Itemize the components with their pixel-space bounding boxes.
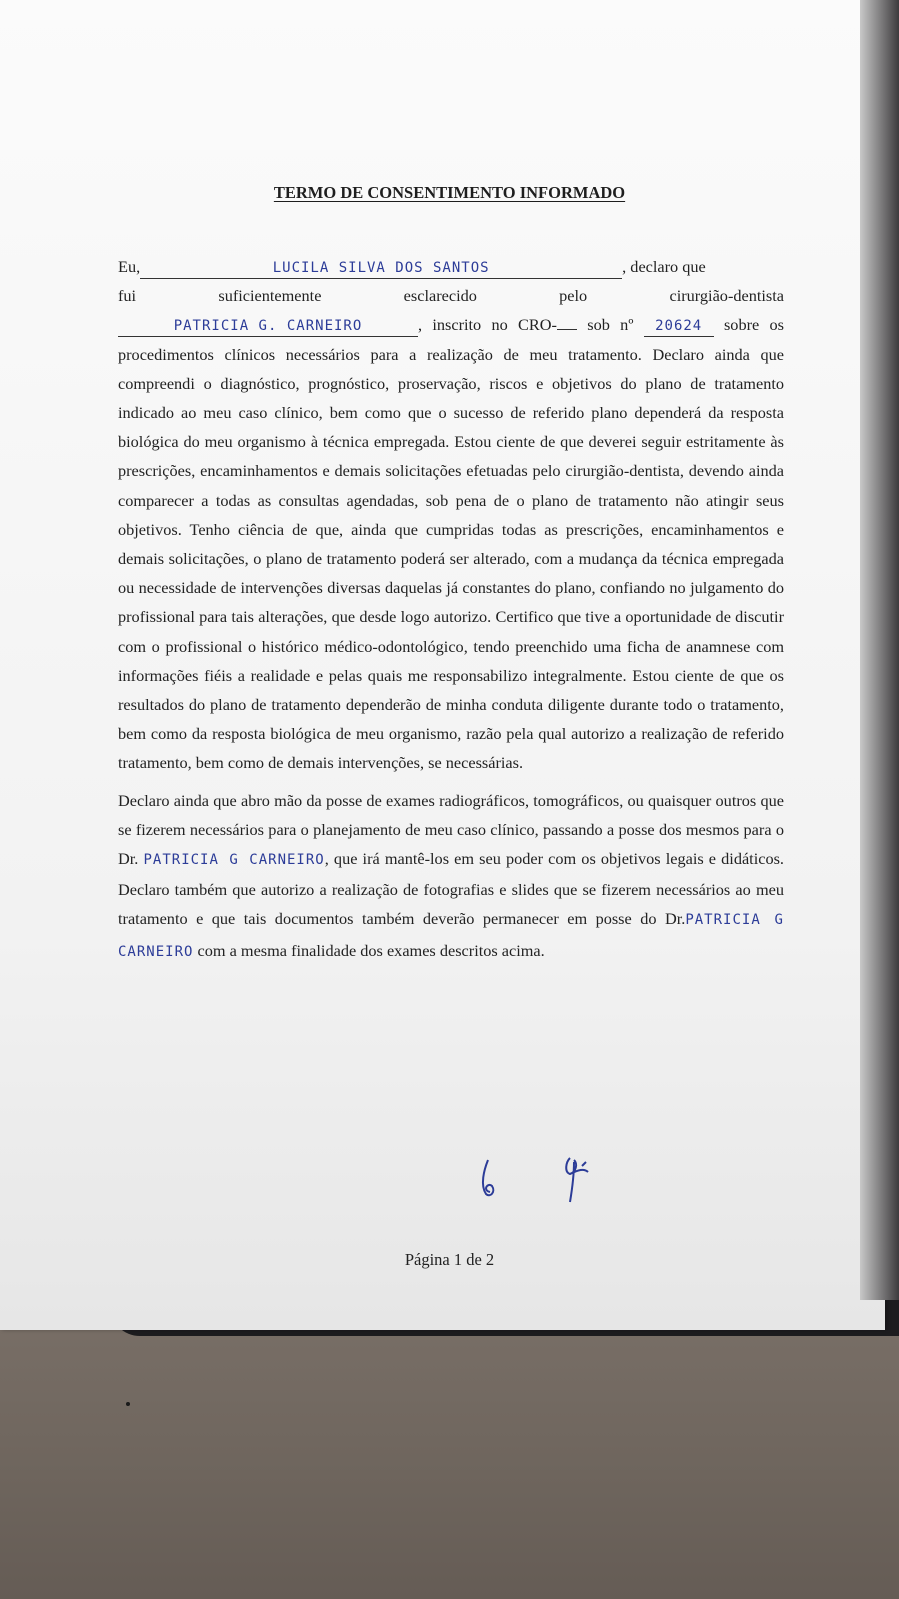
paragraph-2-part-2: que irá mantê-los em seu poder com os objetivos legais e didáticos. Declaro também que autorizo a realização de fotografias e slides que se fizerem necessários ao meu tratamento e que tais documentos também deverão permanecer em posse do Dr.: [118, 849, 785, 929]
cro-state-blank: [557, 329, 577, 330]
desk-surface: [0, 1290, 899, 1599]
signature-initials: [470, 1150, 610, 1210]
document-title: TERMO DE CONSENTIMENTO INFORMADO: [273, 183, 626, 202]
paragraph-2-part-1: Declaro ainda que abro mão da posse de exames radiográficos, tomográficos, ou quaisquer outros que se fizerem necessários para o planejamento de meu caso clínico, passando a posse dos mesmos para o Dr.: [118, 790, 784, 869]
sobre-os-text: sobre os: [723, 315, 785, 335]
dentist-name-field: [118, 315, 418, 337]
document-body: [118, 252, 784, 967]
paragraph-2-part-3: com a mesma finalidade dos exames descritos acima.: [197, 940, 545, 960]
sob-text: sob nº: [587, 315, 634, 335]
desk-speck: [126, 1402, 130, 1406]
dr-name-2-handwritten: PATRICIA G CARNEIRO: [118, 912, 784, 960]
patient-name-field: [140, 257, 622, 279]
line-2: fui suficientemente esclarecido pelo cirurgião-dentista: [118, 286, 784, 306]
paragraph-2: Declaro ainda que abro mão da posse de exames radiográficos, tomográficos, ou quaisquer outros que se fizerem necessários para o planejamento de meu caso clínico, passando a posse dos mesmos para o Dr. PATRICIA G CARNEIRO, que irá mantê-los em seu poder com os objetivos legais e didáticos. Declaro também que autorizo a realização de fotografias e slides que se fizerem necessários ao meu tratamento e que tais documentos também deverão permanecer em posse do Dr.PATRICIA G CARNEIRO com a mesma finalidade dos exames descritos acima.: [118, 790, 785, 960]
cro-number-handwritten: 20624: [655, 318, 703, 335]
patient-prefix: Eu,: [118, 257, 141, 276]
dentist-name-handwritten: PATRICIA G. CARNEIRO: [173, 318, 363, 335]
dr-name-1-handwritten: PATRICIA G CARNEIRO: [143, 852, 325, 869]
page-number: Página 1 de 2: [404, 1250, 495, 1269]
declaro-que-text: , declaro que: [622, 257, 706, 276]
patient-name-handwritten: LUCILA SILVA DOS SANTOS: [272, 260, 490, 276]
cro-text: , inscrito no CRO-: [418, 315, 557, 335]
cro-number-field: [644, 315, 714, 337]
paragraph-1: [118, 252, 784, 778]
paragraph-1-body: procedimentos clínicos necessários para a realização de meu tratamento. Declaro ainda que compreendi o diagnóstico, prognóstico, proservação, riscos e objetivos do plano de tratamento indicado ao meu caso clínico, bem como que o sucesso de referido plano dependerá da resposta biológica do meu organismo à técnica empregada. Estou ciente de que deverei seguir estritamente às prescrições, encaminhamentos e demais solicitações efetuadas pelo cirurgião-dentista, devendo ainda comparecer a todas as consultas agendadas, sob pena de o plano de tratamento não atingir seus objetivos. Tenho ciência de que, ainda que cumpridas todas as prescrições, encaminhamentos e demais solicitações, o plano de tratamento poderá ser alterado, com a mudança da técnica empregada ou necessidade de intervenções diversas daquelas já constantes do plano, confiando no julgamento do profissional para tais alterações, que desde logo autorizo. Certifico que tive a oportunidade de discutir com o profissional o histórico médico-odontológico, tendo preenchido uma ficha de anamnese com informações fiéis a realidade e pelas quais me responsabilizo integralmente. Estou ciente de que os resultados do plano de tratamento dependerão de minha conduta diligente durante todo o tratamento, bem como da resposta biológica de meu organismo, razão pela qual autorizo a realização de referido tratamento, bem como de demais intervenções, se necessárias.: [118, 344, 784, 773]
